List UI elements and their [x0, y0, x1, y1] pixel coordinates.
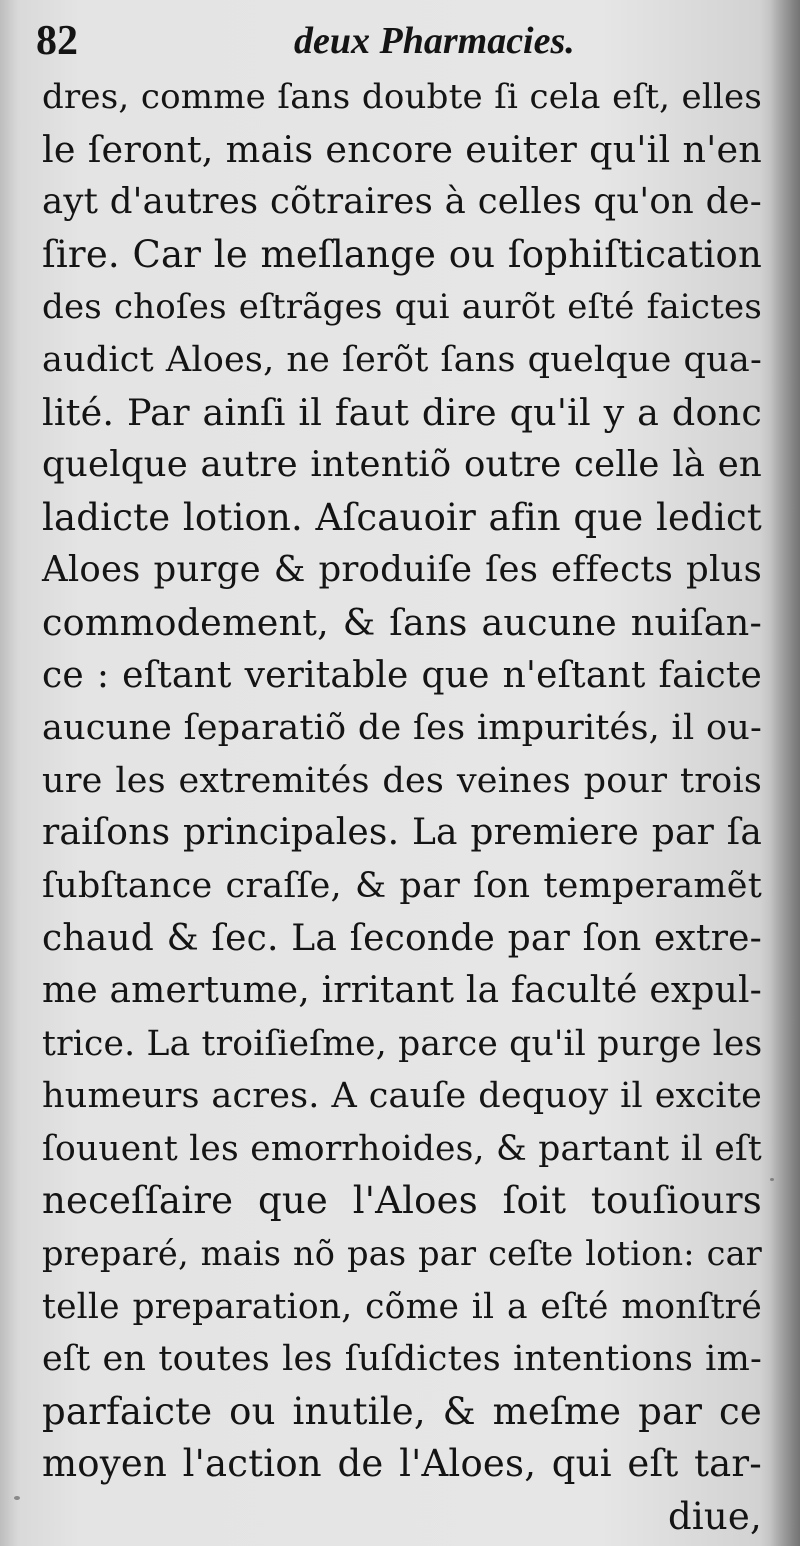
- text-line: parfaicte ou inutile, & meſme par ce: [42, 1389, 762, 1433]
- text-line: me amertume, irritant la faculté expul-: [42, 970, 763, 1012]
- page-number: 82: [36, 18, 78, 64]
- text-line: audict Aloes, ne ſerõt ſans quelque qua-: [42, 339, 762, 380]
- text-line: humeurs acres. A cauſe dequoy il excite: [42, 1076, 762, 1117]
- page-header: [36, 14, 766, 70]
- text-line: ayt d'autres cõtraires à celles qu'on de-: [42, 181, 762, 223]
- ink-speck: [770, 1178, 774, 1181]
- text-line: aucune ſeparatiõ de ſes impurités, il ou-: [42, 708, 762, 749]
- text-line: ſire. Car le meſlange ou ſophiſtication: [42, 232, 762, 276]
- text-line: ce : eſtant veritable que n'eſtant faicte: [42, 654, 762, 696]
- page-edge-shadow: [770, 0, 800, 1546]
- text-line: trice. La troiſieſme, parce qu'il purge les: [42, 1023, 763, 1064]
- text-line: ſubſtance craſſe, & par ſon temperamẽt: [42, 865, 762, 906]
- text-line: dres, comme ſans doubte ſi cela eſt, elles: [42, 77, 762, 117]
- text-line: lité. Par ainſi il faut dire qu'il y a donc: [42, 390, 762, 434]
- text-line: des choſes eſtrãges qui aurõt eſté faictes: [42, 287, 762, 328]
- text-line: chaud & ſec. La ſeconde par ſon extre-: [42, 917, 762, 959]
- text-line: raiſons principales. La premiere par ſa: [42, 812, 762, 854]
- text-line: diue,: [667, 1495, 762, 1539]
- text-line: Aloes purge & produiſe ſes effects plus: [42, 549, 762, 591]
- text-line: ladicte lotion. Aſcauoir afin que ledict: [42, 495, 762, 539]
- text-line: ſouuent les emorrhoides, & partant il eſt: [42, 1128, 762, 1169]
- text-line: neceſſaire que l'Aloes ſoit touſiours: [42, 1179, 762, 1223]
- text-line: commodement, & ſans aucune nuiſan-: [42, 600, 762, 644]
- text-line: quelque autre intentiõ outre celle là en: [42, 444, 762, 486]
- text-line: preparé, mais nõ pas par ceſte lotion: car: [42, 1234, 762, 1274]
- text-line: telle preparation, cõme il a eſté monſtré: [42, 1286, 762, 1327]
- text-line: eſt en toutes les ſuſdictes intentions im-: [42, 1339, 762, 1380]
- ink-speck: [14, 1496, 20, 1500]
- text-line: ure les extremités des veines pour trois: [42, 760, 762, 801]
- text-line: le ſeront, mais encore euiter qu'il n'en: [42, 127, 762, 171]
- text-line: moyen l'action de l'Aloes, qui eſt tar-: [42, 1442, 762, 1486]
- running-head: deux Pharmacies.: [294, 20, 575, 62]
- body-text: [42, 71, 762, 1544]
